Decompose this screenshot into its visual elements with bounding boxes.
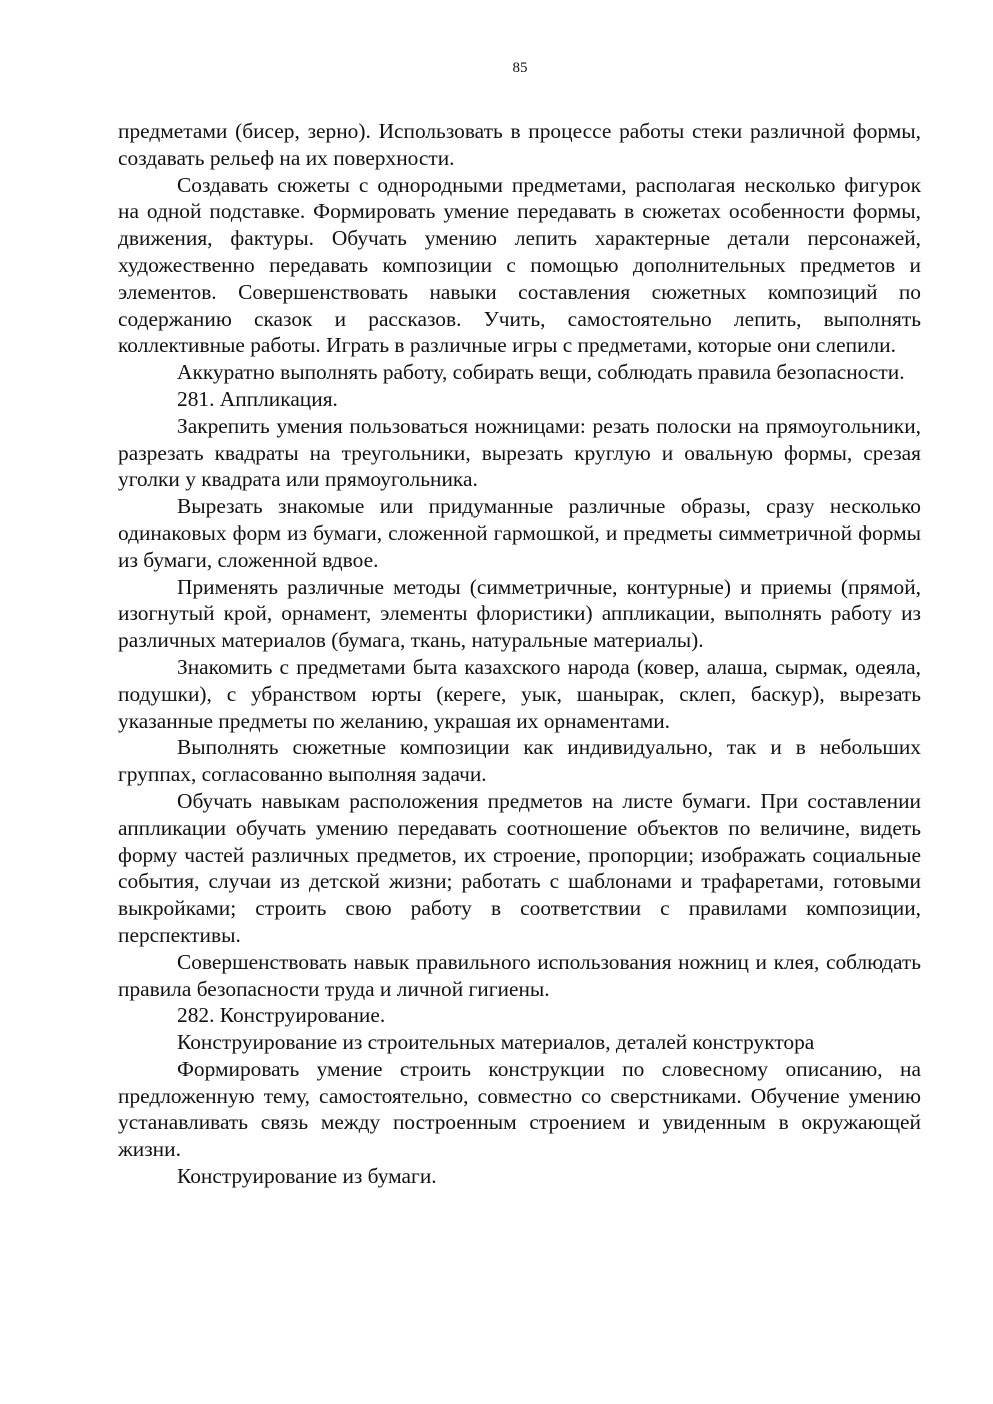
section-heading: 281. Аппликация.: [177, 386, 338, 411]
paragraph: Формировать умение строить конструкции по словесному описанию, на предложенную тему, самостоятельно, совместно со сверстниками. Обучение умению устанавливать связь между построенным строением и увиденным в окружающей жизни.: [118, 1056, 921, 1162]
paragraph: Выполнять сюжетные композиции как индивидуально, так и в небольших группах, согласованно выполняя задачи.: [118, 735, 921, 787]
paragraph: предметами (бисер, зерно). Использовать в процессе работы стеки различной формы, создавать рельеф на их поверхности.: [118, 119, 921, 170]
paragraph: Применять различные методы (симметричные, контурные) и приемы (прямой, изогнутый крой, орнамент, элементы флористики) аппликации, выполнять работу из различных материалов (бумага, ткань, натуральные материалы).: [118, 574, 921, 653]
subsection-heading: Конструирование из бумаги.: [177, 1164, 437, 1189]
paragraph: Обучать навыкам расположения предметов на листе бумаги. При составлении аппликации обучать умению передавать соотношение объектов по величине, видеть форму частей различных предметов, их строение, пропорции; изображать социальные события, случаи из детской жизни; работать с шаблонами и трафаретами, готовыми выкройками; строить свою работу в соответствии с правилами композиции, перспективы.: [118, 788, 921, 947]
paragraph: Вырезать знакомые или придуманные различные образы, сразу несколько одинаковых форм из бумаги, сложенной гармошкой, и предметы симметричной формы из бумаги, сложенной вдвое.: [118, 494, 921, 572]
page-number: 85: [512, 60, 528, 76]
paragraph: Аккуратно выполнять работу, собирать вещи, соблюдать правила безопасности.: [177, 360, 905, 385]
section-heading: 282. Конструирование.: [177, 1003, 386, 1028]
paragraph: Совершенствовать навык правильного использования ножниц и клея, соблюдать правила безопасности труда и личной гигиены.: [118, 949, 921, 1001]
subsection-heading: Конструирование из строительных материалов, деталей конструктора: [177, 1030, 815, 1055]
document-body: [118, 118, 921, 1190]
paragraph: Знакомить с предметами быта казахского народа (ковер, алаша, сырмак, одеяла, подушки), с убранством юрты (кереге, уык, шанырак, склеп, баскур), вырезать указанные предметы по желанию, украшая их орнаментами.: [118, 654, 921, 733]
paragraph: Закрепить умения пользоваться ножницами: резать полоски на прямоугольники, разрезать квадраты на треугольники, вырезать круглую и овальную формы, срезая уголки у квадрата или прямоугольника.: [118, 413, 921, 492]
paragraph: Создавать сюжеты с однородными предметами, располагая несколько фигурок на одной подставке. Формировать умение передавать в сюжетах особенности формы, движения, фактуры. Обучать умению лепить характерные детали персонажей, художественно передавать композиции с помощью дополнительных предметов и элементов. Совершенствовать навыки составления сюжетных композиций по содержанию сказок и рассказов. Учить, самостоятельно лепить, выполнять коллективные работы. Играть в различные игры с предметами, которые они слепили.: [118, 172, 921, 358]
